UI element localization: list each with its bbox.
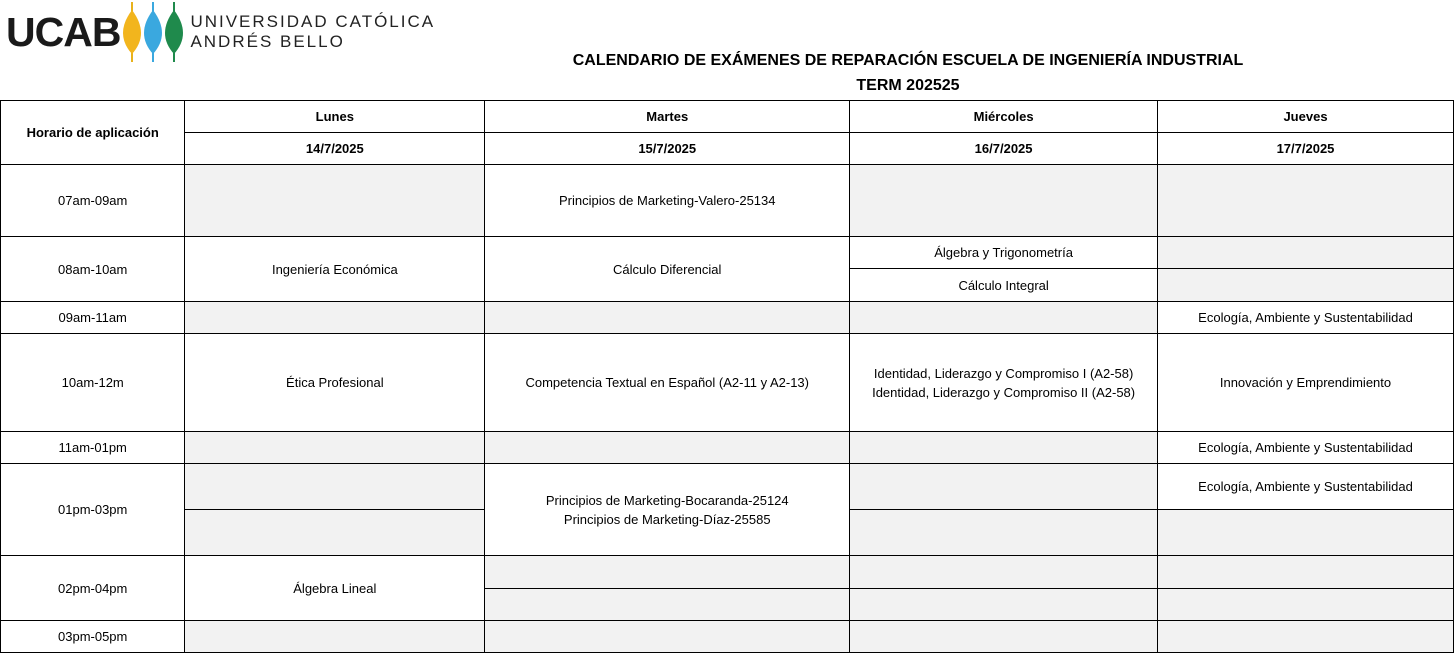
schedule-cell-empty	[185, 510, 485, 556]
schedule-cell-empty	[850, 302, 1158, 334]
time-slot: 09am-11am	[1, 302, 185, 334]
schedule-cell-empty	[850, 556, 1158, 589]
schedule-cell-empty	[850, 621, 1158, 653]
schedule-cell-empty	[1158, 510, 1454, 556]
page-title: CALENDARIO DE EXÁMENES DE REPARACIÓN ESCUELA DE INGENIERÍA INDUSTRIAL	[572, 52, 1244, 69]
schedule-cell-line: Principios de Marketing-Díaz-25585	[563, 511, 771, 527]
schedule-cell-empty	[185, 621, 485, 653]
schedule-cell-empty	[185, 432, 485, 464]
logo-acronym: UCAB	[6, 8, 121, 55]
schedule-cell-empty	[1158, 621, 1454, 653]
schedule-cell-empty	[1158, 589, 1454, 621]
schedule-cell-empty	[185, 464, 485, 510]
schedule-cell-empty	[485, 589, 850, 621]
exam-schedule-table	[0, 100, 1454, 653]
schedule-cell-empty	[485, 621, 850, 653]
schedule-cell: Álgebra Lineal	[185, 556, 485, 621]
schedule-cell-empty	[850, 510, 1158, 556]
schedule-cell: Ecología, Ambiente y Sustentabilidad	[1158, 432, 1454, 464]
time-slot: 08am-10am	[1, 237, 185, 302]
schedule-cell: Competencia Textual en Español (A2-11 y A2-13)	[485, 334, 850, 432]
logo-name-line1: UNIVERSIDAD CATÓLICA	[190, 12, 436, 31]
logo-name-line2: ANDRÉS BELLO	[190, 32, 345, 51]
term-label: TERM 202525	[856, 77, 960, 94]
schedule-cell-empty	[485, 556, 850, 589]
logo-name	[190, 12, 435, 52]
date-tuesday: 15/7/2025	[485, 133, 850, 165]
schedule-cell-empty	[1158, 269, 1454, 302]
day-header-tuesday: Martes	[485, 101, 850, 133]
date-monday: 14/7/2025	[185, 133, 485, 165]
time-slot: 11am-01pm	[1, 432, 185, 464]
schedule-cell-empty	[850, 432, 1158, 464]
schedule-cell-empty	[485, 432, 850, 464]
day-header-thursday: Jueves	[1158, 101, 1454, 133]
day-header-monday: Lunes	[185, 101, 485, 133]
schedule-cell-empty	[1158, 237, 1454, 269]
schedule-cell	[485, 464, 850, 556]
schedule-cell: Cálculo Integral	[850, 269, 1158, 302]
schedule-cell	[850, 334, 1158, 432]
schedule-cell-line: Identidad, Liderazgo y Compromiso I (A2-58)	[873, 365, 1134, 381]
schedule-cell-empty	[185, 165, 485, 237]
schedule-cell-empty	[850, 589, 1158, 621]
schedule-cell: Cálculo Diferencial	[485, 237, 850, 302]
schedule-cell: Ingeniería Económica	[185, 237, 485, 302]
schedule-cell: Ecología, Ambiente y Sustentabilidad	[1158, 302, 1454, 334]
schedule-cell-empty	[850, 464, 1158, 510]
time-column-header: Horario de aplicación	[1, 101, 185, 165]
schedule-cell-line: Identidad, Liderazgo y Compromiso II (A2-58)	[872, 384, 1136, 400]
time-slot: 10am-12m	[1, 334, 185, 432]
time-slot: 01pm-03pm	[1, 464, 185, 556]
schedule-cell-empty	[1158, 165, 1454, 237]
time-slot: 07am-09am	[1, 165, 185, 237]
schedule-cell-empty	[185, 302, 485, 334]
time-slot: 02pm-04pm	[1, 556, 185, 621]
day-header-wednesday: Miércoles	[850, 101, 1158, 133]
date-thursday: 17/7/2025	[1158, 133, 1454, 165]
time-slot: 03pm-05pm	[1, 621, 185, 653]
date-wednesday: 16/7/2025	[850, 133, 1158, 165]
schedule-cell: Principios de Marketing-Valero-25134	[485, 165, 850, 237]
schedule-cell: Innovación y Emprendimiento	[1158, 334, 1454, 432]
schedule-cell: Álgebra y Trigonometría	[850, 237, 1158, 269]
schedule-cell-empty	[485, 302, 850, 334]
schedule-cell: Ética Profesional	[185, 334, 485, 432]
schedule-cell-empty	[850, 165, 1158, 237]
schedule-cell: Ecología, Ambiente y Sustentabilidad	[1158, 464, 1454, 510]
page-header	[0, 0, 1454, 100]
schedule-cell-line: Principios de Marketing-Bocaranda-25124	[545, 492, 789, 508]
schedule-cell-empty	[1158, 556, 1454, 589]
